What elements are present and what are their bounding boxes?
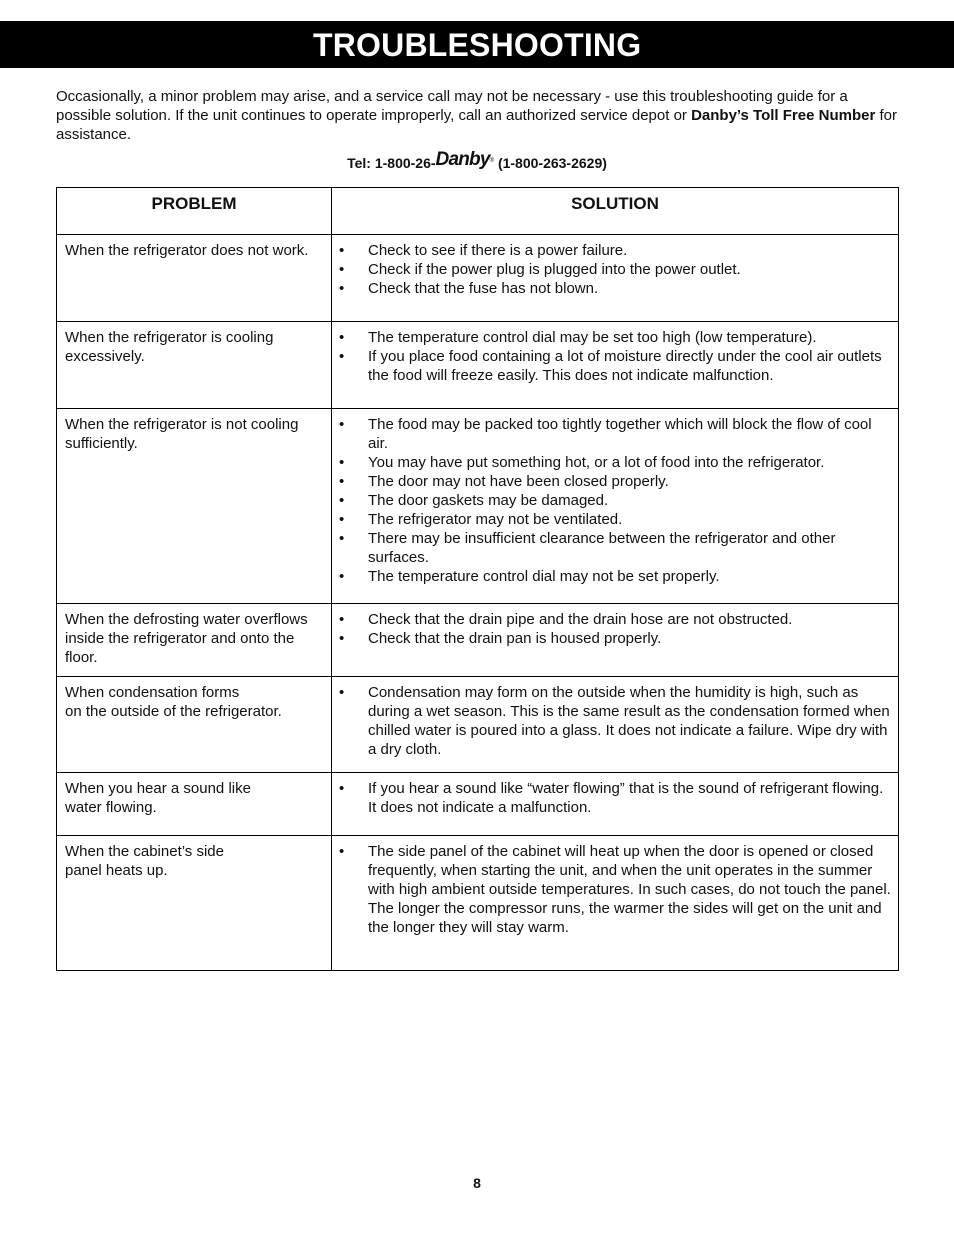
solution-item: • The temperature control dial may not be set properly. <box>339 567 892 586</box>
registered-mark: ® <box>489 158 495 164</box>
solution-item: • Condensation may form on the outside when the humidity is high, such as during a wet season. This is the same result as the condensation formed when chilled water is poured into a glass. It does not indicate a failure. Wipe dry with a dry cloth. <box>339 683 892 759</box>
table-row <box>57 235 899 322</box>
solution-item: • The temperature control dial may be set too high (low temperature). <box>339 328 892 347</box>
table-header-row <box>57 188 899 235</box>
solution-item: • If you place food containing a lot of moisture directly under the cool air outlets the food will freeze easily. This does not indicate malfunction. <box>339 347 892 385</box>
solution-cell <box>332 677 899 773</box>
problem-line: When you hear a sound like <box>65 780 251 797</box>
problem-cell: When the defrosting water overflows inside the refrigerator and onto the floor. <box>57 604 332 677</box>
problem-cell: When the refrigerator is cooling excessively. <box>57 322 332 409</box>
solution-column-header: SOLUTION <box>332 188 899 235</box>
solution-item: • The side panel of the cabinet will heat up when the door is opened or closed frequently, when starting the unit, and when the unit operates in the summer with high ambient outside temperatures. In such cases, do not touch the panel. The longer the compressor runs, the warmer the sides will get on the unit and the longer they will stay warm. <box>339 842 892 937</box>
problem-cell: When the refrigerator does not work. <box>57 235 332 322</box>
problem-line: water flowing. <box>65 799 157 816</box>
table-row <box>57 773 899 836</box>
solution-item: • There may be insufficient clearance between the refrigerator and other surfaces. <box>339 529 892 567</box>
problem-line: panel heats up. <box>65 862 168 879</box>
problem-cell <box>57 773 332 836</box>
problem-cell <box>57 836 332 971</box>
solution-item: • Check to see if there is a power failure. <box>339 241 892 260</box>
problem-line: on the outside of the refrigerator. <box>65 703 282 720</box>
intro-paragraph <box>56 87 906 144</box>
title-bar <box>0 21 954 68</box>
problem-column-header: PROBLEM <box>57 188 332 235</box>
tel-number: (1-800-263-2629) <box>497 155 607 171</box>
tel-prefix: Tel: 1-800-26- <box>347 155 436 171</box>
solution-cell <box>332 836 899 971</box>
troubleshooting-table <box>56 187 899 971</box>
solution-cell <box>332 604 899 677</box>
table-row <box>57 677 899 773</box>
intro-text-start: Occasionally, a minor problem may arise, and a service call may not be necessary - use this troubleshooting guide for a possible solution. If the unit continues to operate improperly, call an authorized service depot or <box>56 88 848 124</box>
solution-item: • The door gaskets may be damaged. <box>339 491 892 510</box>
solution-item: • The door may not have been closed properly. <box>339 472 892 491</box>
problem-line: When condensation forms <box>65 684 240 701</box>
page-number: 8 <box>473 1175 481 1191</box>
page-title: TROUBLESHOOTING <box>313 27 642 63</box>
solution-item: • If you hear a sound like “water flowing” that is the sound of refrigerant flowing. It does not indicate a malfunction. <box>339 779 892 817</box>
solution-cell <box>332 322 899 409</box>
solution-cell <box>332 773 899 836</box>
solution-item: • Check if the power plug is plugged into the power outlet. <box>339 260 892 279</box>
table-row <box>57 604 899 677</box>
intro-toll-free-bold: Danby’s Toll Free Number <box>691 107 876 124</box>
solution-item: • Check that the fuse has not blown. <box>339 279 892 298</box>
problem-cell <box>57 677 332 773</box>
solution-item: • Check that the drain pan is housed properly. <box>339 629 892 648</box>
table-row <box>57 409 899 604</box>
solution-item: • The refrigerator may not be ventilated. <box>339 510 892 529</box>
solution-item: • The food may be packed too tightly together which will block the flow of cool air. <box>339 415 892 453</box>
danby-logo: Danby <box>435 149 490 170</box>
problem-cell: When the refrigerator is not cooling sufficiently. <box>57 409 332 604</box>
solution-cell <box>332 235 899 322</box>
intro-text-end: for assistance. <box>56 107 897 143</box>
solution-item: • You may have put something hot, or a lot of food into the refrigerator. <box>339 453 892 472</box>
table-row <box>57 322 899 409</box>
solution-cell <box>332 409 899 604</box>
solution-item: • Check that the drain pipe and the drain hose are not obstructed. <box>339 610 892 629</box>
table-row <box>57 836 899 971</box>
problem-line: When the cabinet’s side <box>65 843 224 860</box>
telephone-line <box>0 149 954 174</box>
